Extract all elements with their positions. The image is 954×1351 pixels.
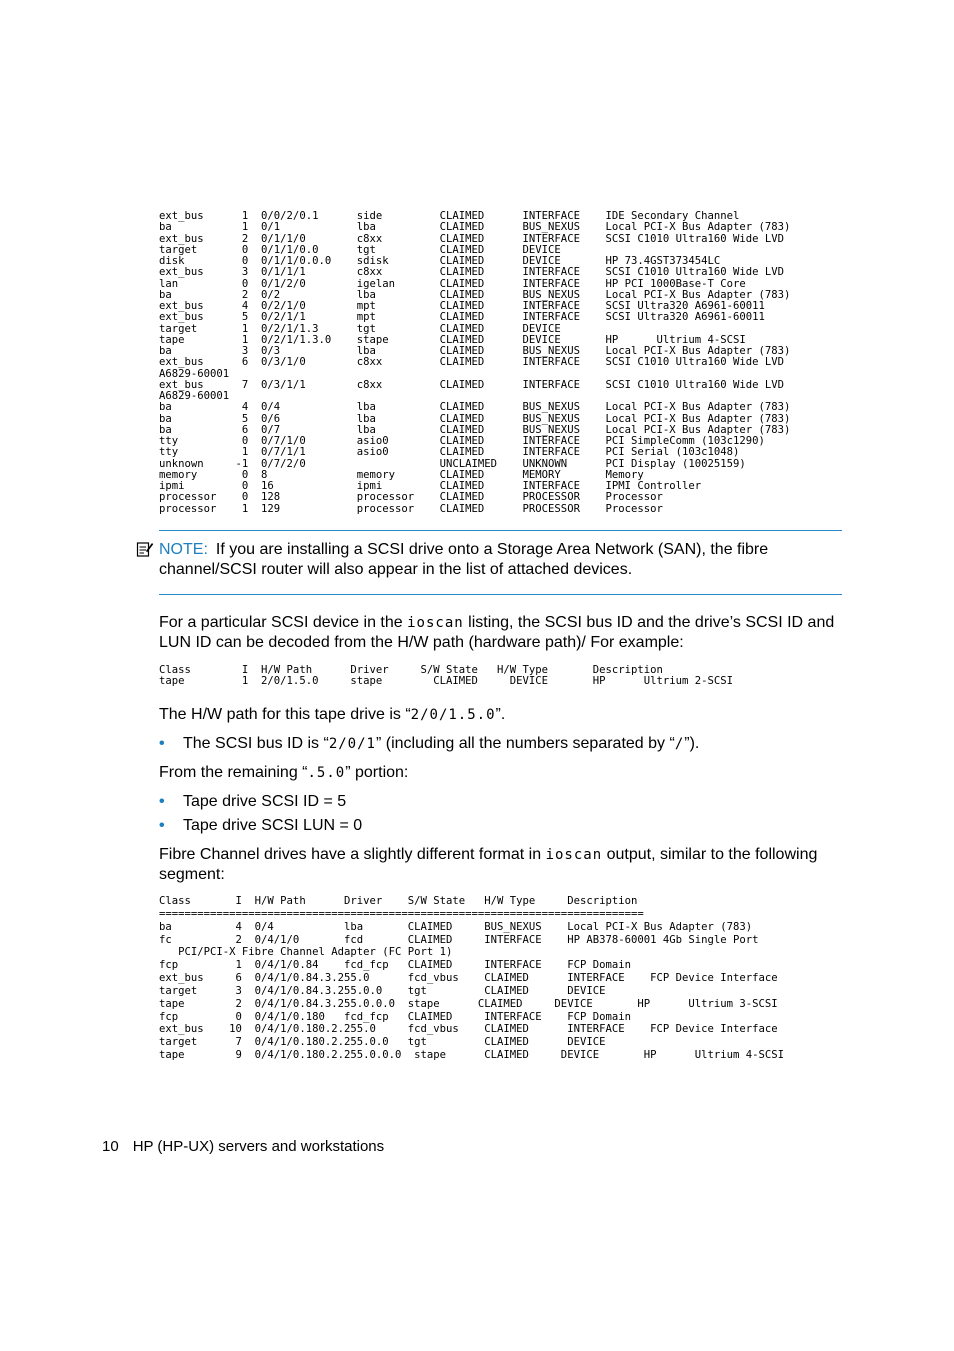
note-box <box>159 540 849 580</box>
inline-code-ioscan: ioscan <box>407 615 464 631</box>
bullet-scsi-id <box>159 792 849 812</box>
bullet-text: The SCSI bus ID is “ <box>183 735 329 752</box>
bullet-text: Tape drive SCSI ID = 5 <box>183 793 347 810</box>
bullet-text: ”). <box>684 735 700 752</box>
paragraph-hw-path <box>159 705 849 725</box>
footer-title: HP (HP-UX) servers and workstations <box>132 1138 385 1155</box>
note-bottom-rule <box>159 594 842 595</box>
ioscan-listing-fibre-channel: Class I H/W Path Driver S/W State H/W Type Description ============================================================================ ba 4 0/4 lba CLAIMED BUS_NEXUS Local PCI-X Bus Adapter (783) fc 2 0/4/1/0 fcd CLAIMED INTERFACE HP AB378-60001 4Gb Single Port PCI/PCI-X Fibre Channel Adapter (FC Port 1) fcp 1 0/4/1/0.84 fcd_fcp CLAIMED INTERFACE FCP Domain ext_bus 6 0/4/1/0.84.3.255.0 fcd_vbus CLAIMED INTERFACE FCP Device Interface target 3 0/4/1/0.84.3.255.0.0 tgt CLAIMED DEVICE tape 2 0/4/1/0.84.3.255.0.0.0 stape CLAIMED DEVICE HP Ultrium 3-SCSI fcp 0 0/4/1/0.180 fcd_fcp CLAIMED INTERFACE FCP Domain ext_bus 10 0/4/1/0.180.2.255.0 fcd_vbus CLAIMED INTERFACE FCP Device Interface target 7 0/4/1/0.180.2.255.0.0 tgt CLAIMED DEVICE tape 9 0/4/1/0.180.2.255.0.0.0 stape CLAIMED DEVICE HP Ultrium 4-SCSI <box>159 895 785 1062</box>
bullet-text: ” (including all the numbers separated by “ <box>375 735 675 752</box>
paragraph-text: ”. <box>495 706 506 723</box>
paragraph-text: Fibre Channel drives have a slightly different format in <box>159 846 546 863</box>
paragraph-text: For a particular SCSI device in the <box>159 614 408 631</box>
note-label: NOTE: <box>159 541 208 558</box>
inline-code-hw-path: 2/0/1.5.0 <box>410 707 496 723</box>
paragraph-text: listing, the SCSI bus ID and the drive’s SCSI ID and LUN ID can be decoded from the H/W path (hardware path)/ For example: <box>159 614 835 651</box>
inline-code-slash: / <box>674 736 685 752</box>
note-top-rule <box>159 530 842 531</box>
note-icon <box>136 540 154 558</box>
inline-code-ioscan: ioscan <box>545 847 603 863</box>
paragraph-text: ” portion: <box>345 764 409 781</box>
inline-code-bus-id: 2/0/1 <box>328 736 376 752</box>
bullet-scsi-bus-id <box>159 734 849 754</box>
ioscan-example-tape: Class I H/W Path Driver S/W State H/W Type Description tape 1 2/0/1.5.0 stape CLAIMED DEVICE HP Ultrium 2-SCSI <box>159 664 734 688</box>
bullet-scsi-lun <box>159 816 849 836</box>
paragraph-text: output, similar to the following segment: <box>159 846 818 883</box>
paragraph-text: The H/W path for this tape drive is “ <box>159 706 411 723</box>
ioscan-listing-devices: ext_bus 1 0/0/2/0.1 side CLAIMED INTERFACE IDE Secondary Channel ba 1 0/1 lba CLAIMED BUS_NEXUS Local PCI-X Bus Adapter (783) ext_bus 2 0/1/1/0 c8xx CLAIMED INTERFACE SCSI C1010 Ultra160 Wide LVD target 0 0/1/1/0.0 tgt CLAIMED DEVICE disk 0 0/1/1/0.0.0 sdisk CLAIMED DEVICE HP 73.4GST373454LC ext_bus 3 0/1/1/1 c8xx CLAIMED INTERFACE SCSI C1010 Ultra160 Wide LVD lan 0 0/1/2/0 igelan CLAIMED INTERFACE HP PCI 1000Base-T Core ba 2 0/2 lba CLAIMED BUS_NEXUS Local PCI-X Bus Adapter (783) ext_bus 4 0/2/1/0 mpt CLAIMED INTERFACE SCSI Ultra320 A6961-60011 ext_bus 5 0/2/1/1 mpt CLAIMED INTERFACE SCSI Ultra320 A6961-60011 target 1 0/2/1/1.3 tgt CLAIMED DEVICE tape 1 0/2/1/1.3.0 stape CLAIMED DEVICE HP Ultrium 4-SCSI ba 3 0/3 lba CLAIMED BUS_NEXUS Local PCI-X Bus Adapter (783) ext_bus 6 0/3/1/0 c8xx CLAIMED INTERFACE SCSI C1010 Ultra160 Wide LVD A6829-60001 ext_bus 7 0/3/1/1 c8xx CLAIMED INTERFACE SCSI C1010 Ultra160 Wide LVD A6829-60001 ba 4 0/4 lba CLAIMED BUS_NEXUS Local PCI-X Bus Adapter (783) ba 5 0/6 lba CLAIMED BUS_NEXUS Local PCI-X Bus Adapter (783) ba 6 0/7 lba CLAIMED BUS_NEXUS Local PCI-X Bus Adapter (783) tty 0 0/7/1/0 asio0 CLAIMED INTERFACE PCI SimpleComm (103c1290) tty 1 0/7/1/1 asio0 CLAIMED INTERFACE PCI Serial (103c1048) unknown -1 0/7/2/0 UNCLAIMED UNKNOWN PCI Display (10025159) memory 0 8 memory CLAIMED MEMORY Memory ipmi 0 16 ipmi CLAIMED INTERFACE IPMI Controller processor 0 128 processor CLAIMED PROCESSOR Processor processor 1 129 processor CLAIMED PROCESSOR Processor <box>159 210 791 515</box>
paragraph-decode-intro <box>159 613 849 653</box>
paragraph-fibre-channel <box>159 845 849 885</box>
bullet-text: Tape drive SCSI LUN = 0 <box>183 817 363 834</box>
page-number: 10 <box>102 1138 119 1155</box>
paragraph-remaining-portion <box>159 763 849 783</box>
inline-code-remaining: .5.0 <box>307 765 346 781</box>
bullet-marker: • <box>159 817 165 834</box>
bullet-marker: • <box>159 735 165 752</box>
bullet-marker: • <box>159 793 165 810</box>
page-footer <box>102 1137 384 1157</box>
paragraph-text: From the remaining “ <box>159 764 308 781</box>
note-text: If you are installing a SCSI drive onto a Storage Area Network (SAN), the fibre channel/SCSI router will also appear in the list of attached devices. <box>159 541 769 578</box>
